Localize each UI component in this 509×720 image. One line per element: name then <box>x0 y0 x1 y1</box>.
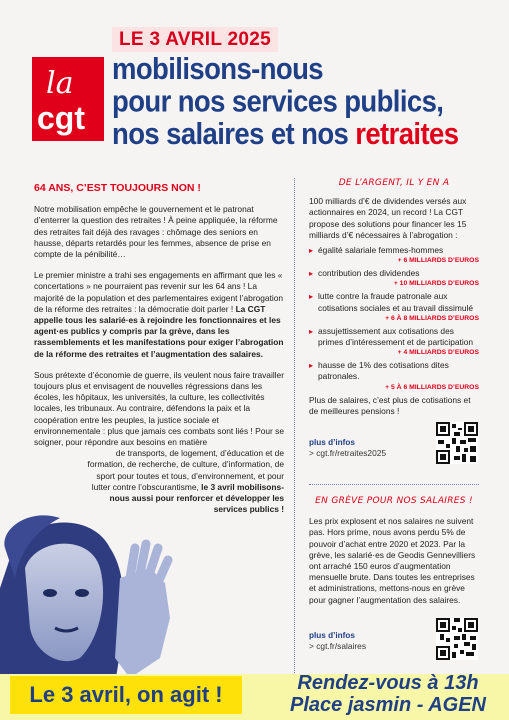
meeting-info <box>268 672 508 716</box>
money-item-amount: + 10 MILLIARDS D’EUROS <box>393 280 479 288</box>
list-item <box>309 360 479 391</box>
paragraph-2 <box>34 270 284 360</box>
horizontal-divider <box>309 484 479 485</box>
section-title-64-ans: 64 ANS, C’EST TOUJOURS NON ! <box>34 182 201 194</box>
strike-info-link[interactable]: > cgt.fr/salaires <box>309 641 367 652</box>
headline-line-2: pour nos services publics, <box>112 83 444 119</box>
strike-info-label: plus d’infos <box>309 631 355 640</box>
money-item-amount: + 6 À 8 MILLIARDS D’EUROS <box>385 314 479 322</box>
qr-code-retraites[interactable] <box>436 422 478 464</box>
protester-photo <box>0 508 180 683</box>
money-section <box>309 178 479 421</box>
meeting-time: Rendez-vous à 13h <box>297 672 479 694</box>
paragraph-2-bold: La CGT appelle tous les salarié·es à rejoindre les fonctionnaires et les agent·es publics y compris par la grève, dans les rassemblements et les manifestations pour exiger l’abrogation de la réforme des retraites et l’augmentation des salaires. <box>34 303 284 359</box>
list-item <box>309 245 479 265</box>
logo-text-top: la <box>46 66 74 101</box>
date-banner: LE 3 AVRIL 2025 <box>112 27 278 52</box>
money-title: DE L’ARGENT, IL Y EN A <box>338 178 450 188</box>
list-item <box>309 291 479 322</box>
headline-line-3-red: retraites <box>355 115 459 151</box>
paragraph-3-bold: le 3 avril mobilisons-nous aussi pour renforcer et développer les services publics ! <box>109 481 284 515</box>
strike-section <box>309 496 479 610</box>
money-item-amount: + 6 MILLIARDS D’EUROS <box>397 257 479 265</box>
list-item <box>309 326 479 357</box>
headline <box>112 52 507 149</box>
logo-text-bottom: cgt <box>37 100 85 136</box>
money-item-label: assujettissement aux cotisations des primes d’intéressement et de participation <box>318 325 474 348</box>
list-item <box>309 268 479 288</box>
call-to-action: Le 3 avril, on agit ! <box>10 676 242 714</box>
money-item-amount: + 4 MILLIARDS D’EUROS <box>397 349 479 357</box>
meeting-place: Place jasmin - AGEN <box>290 694 486 716</box>
strike-title: EN GRÈVE POUR NOS SALAIRES ! <box>315 496 473 506</box>
money-item-label: égalité salariale femmes-hommes <box>318 245 444 256</box>
strike-text: Les prix explosent et nos salaires ne suivent pas. Hors prime, nous avons perdu 5% de pouvoir d’achat entre 2020 et 2023. Par la grève, les salarié·es de Geodis Gennevilliers ont arraché 150 euros d’augmentation mensuelle brute. Dans toutes les entreprises et administrations, mettons-nous en grève pour gagner l’augmentation des salaires. <box>309 516 476 605</box>
money-list <box>309 245 479 392</box>
qr-code-salaires[interactable] <box>436 618 478 660</box>
money-item-label: contribution des dividendes <box>318 268 420 279</box>
money-intro: 100 milliards d’€ de dividendes versés aux actionnaires en 2024, un record ! La CGT propose des solutions pour financer les 15 milliards d’€ nécessaires à l’abrogation : <box>309 196 467 240</box>
cgt-logo <box>32 57 104 141</box>
money-outro: Plus de salaires, c’est plus de cotisations et de meilleures pensions ! <box>309 394 471 416</box>
money-item-label: lutte contre la fraude patronale aux cotisations sociales et au travail dissimulé <box>318 291 474 313</box>
headline-line-1: mobilisons-nous <box>112 50 324 86</box>
paragraph-1: Notre mobilisation empêche le gouvernement et le patronat d’enterrer la question des retraites ! À peine appliquée, la réforme des retraites fait déjà des ravages : chômage des seniors en hausse, départs retardés pour les femmes, absence de prise en compte de la pénibilité… <box>34 204 278 260</box>
paragraph-2-plain: Le premier ministre a trahi ses engagements en affirmant que les « concertations » ne pourraient pas revenir sur les 64 ans ! La majorité de la population et des parlementaires exigent l’abrogation de la réforme des retraites : la démocratie doit parler ! <box>34 270 284 314</box>
left-column <box>34 183 284 515</box>
vertical-divider <box>294 178 295 673</box>
headline-line-3-start: nos salaires et nos <box>112 115 356 151</box>
paragraph-3b-text: de transports, de logement, d’éducation et de formation, de recherche, de culture, d’information, de sport pour toutes et tous, d’environnement, et pour lutter contre l’obscurantisme, <box>87 448 284 492</box>
money-item-label: hausse de 1% des cotisations dites patronales. <box>318 360 449 382</box>
headline-line-3 <box>112 117 507 149</box>
paragraph-3a: Sous prétexte d’économie de guerre, ils veulent nous faire travailler toujours plus et envisagent de nouvelles régressions dans les écoles, les hôpitaux, les universités, la culture, les collectivités locales, les tribunaux. Au contraire, défendons la paix et la coopération entre les peuples, la justice sociale et environnementale : plus que jamais ces combats sont liés ! Pour se soigner, pour répondre aux besoins en matière <box>34 369 284 448</box>
money-info-label: plus d’infos <box>309 438 355 447</box>
paragraph-3b <box>84 448 284 515</box>
money-item-amount: + 5 À 6 MILLIARDS D’EUROS <box>385 383 479 391</box>
money-info-link[interactable]: > cgt.fr/retraites2025 <box>309 448 387 459</box>
